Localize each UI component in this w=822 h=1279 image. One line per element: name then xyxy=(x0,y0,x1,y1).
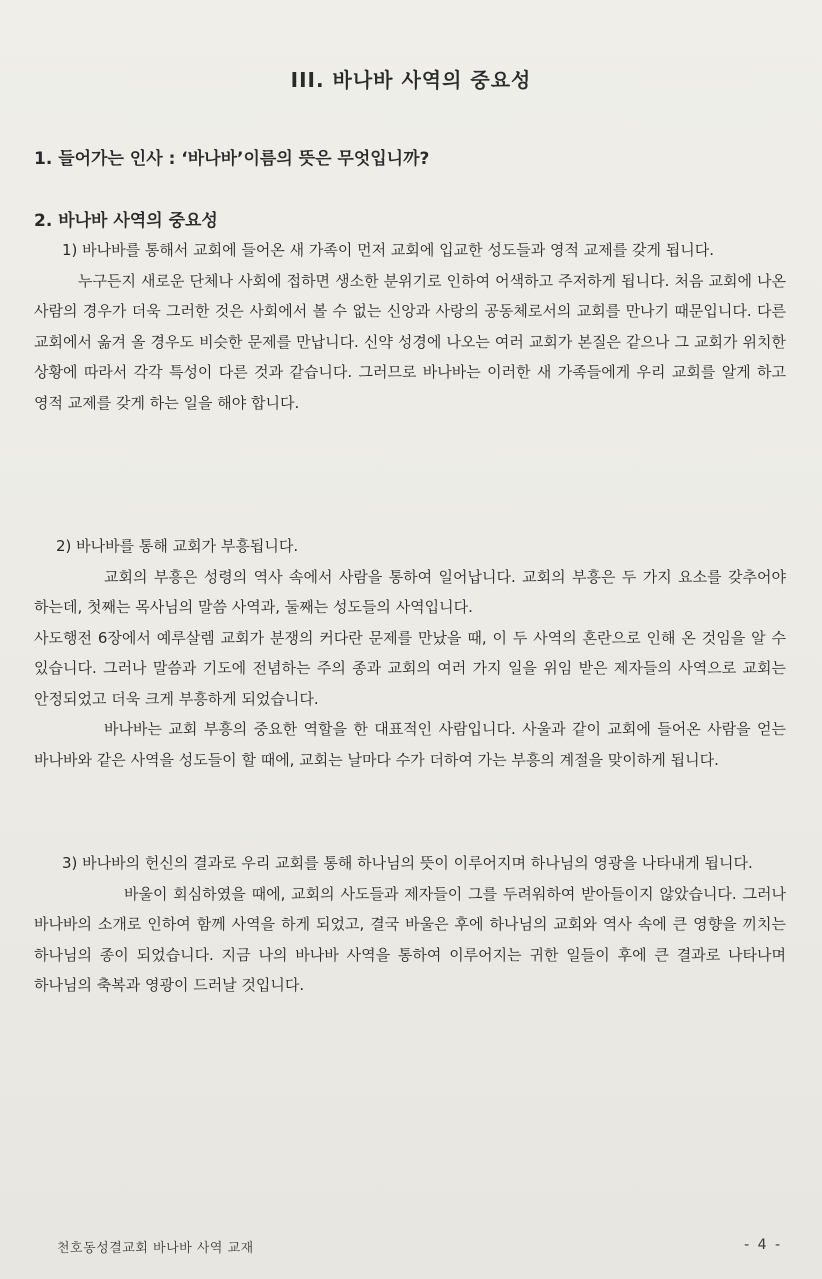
section-1-heading: 1. 들어가는 인사 : ‘바나바’이름의 뜻은 무엇입니까? xyxy=(34,149,430,169)
point-1-heading: 1) 바나바를 통해서 교회에 들어온 새 가족이 먼저 교회에 입교한 성도들과 영적 교제를 갖게 됩니다. xyxy=(62,241,715,259)
point-1-paragraph: 누구든지 새로운 단체나 사회에 접하면 생소한 분위기로 인하여 어색하고 주저하게 됩니다. 처음 교회에 나온 사람의 경우가 더욱 그러한 것은 사회에서 볼 수 없는 신앙과 사랑의 공동체로서의 교회를 만나기 때문입니다. 다른 교회에서 옮겨 올 경우도 비슷한 문제를 만납니다. 신약 성경에 나오는 여러 교회가 본질은 같으나 그 교회가 위치한 상황에 따라서 각각 특성이 다른 것과 같습니다. 그러므로 바나바는 이러한 새 가족들에게 우리 교회를 알게 하고 영적 교제를 갖게 하는 일을 해야 합니다. xyxy=(34,271,786,412)
point-2-paragraph-3: 바나바는 교회 부흥의 중요한 역할을 한 대표적인 사람입니다. 사울과 같이 교회에 들어온 사람을 얻는 바나바와 같은 사역을 성도들이 할 때에, 교회는 날마다 수가 더하여 가는 부흥의 계절을 맞이하게 됩니다. xyxy=(34,720,786,769)
point-2-block xyxy=(34,531,786,775)
point-2-heading: 2) 바나바를 통해 교회가 부흥됩니다. xyxy=(56,537,299,555)
section-2-heading: 2. 바나바 사역의 중요성 xyxy=(34,211,218,231)
footer-source: 천호동성결교회 바나바 사역 교재 xyxy=(57,1241,254,1256)
point-3-heading: 3) 바나바의 헌신의 결과로 우리 교회를 통해 하나님의 뜻이 이루어지며 하나님의 영광을 나타내게 됩니다. xyxy=(62,854,753,872)
point-2-paragraph-2: 사도행전 6장에서 예루살렘 교회가 분쟁의 커다란 문제를 만났을 때, 이 두 사역의 혼란으로 인해 온 것임을 알 수 있습니다. 그러나 말씀과 기도에 전념하는 주의 종과 교회의 여러 가지 일을 위임 받은 제자들의 사역으로 교회는 안정되었고 더욱 크게 부흥하게 되었습니다. xyxy=(34,628,786,708)
point-3-paragraph: 바울이 회심하였을 때에, 교회의 사도들과 제자들이 그를 두려워하여 받아들이지 않았습니다. 그러나 바나바의 소개로 인하여 함께 사역을 하게 되었고, 결국 바울은 후에 하나님의 교회와 역사 속에 큰 영향을 끼치는 하나님의 종이 되었습니다. 지금 나의 바나바 사역을 통하여 이루어지는 귀한 일들이 후에 큰 결과로 나타나며 하나님의 축복과 영광이 드러날 것입니다. xyxy=(34,884,786,994)
page-number: - 4 - xyxy=(744,1237,782,1253)
point-2-paragraph-1: 교회의 부흥은 성령의 역사 속에서 사람을 통하여 일어납니다. 교회의 부흥은 두 가지 요소를 갖추어야 하는데, 첫째는 목사님의 말씀 사역과, 둘째는 성도들의 사역입니다. xyxy=(34,567,786,616)
point-1-block xyxy=(34,235,786,418)
point-3-block xyxy=(34,848,786,1001)
page-title: III. 바나바 사역의 중요성 xyxy=(290,68,532,92)
